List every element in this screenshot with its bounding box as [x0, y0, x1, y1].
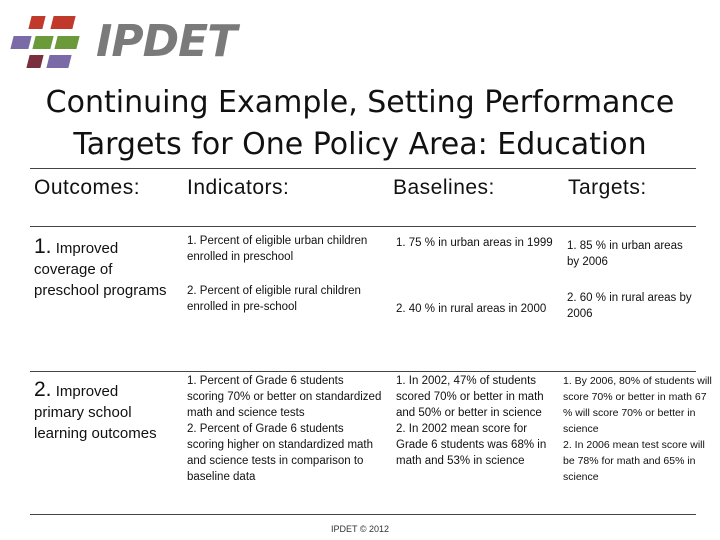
row1-outcome-number: 1. [34, 235, 52, 258]
divider-header [30, 226, 696, 227]
row2-indicators: 1. Percent of Grade 6 students scoring 70% or better on standardized math and science tests 2. Percent of Grade 6 students scoring higher on standardized math and science tests in comparison to baseline data [187, 375, 382, 483]
footer-copyright: IPDET © 2012 [331, 524, 389, 534]
logo-square-red-2 [50, 16, 75, 29]
row2-outcome-text: Improved primary school learning outcomes [34, 383, 157, 442]
title-line-1: Continuing Example, Setting Performance [45, 85, 675, 120]
logo-square-red [28, 16, 45, 29]
row1-baseline-1: 1. 75 % in urban areas in 1999 [396, 237, 553, 249]
logo-square-purple-2 [46, 55, 71, 68]
row2-targets: 1. By 2006, 80% of students will score 70% or better in math 67 % will score 70% or better in science 2. In 2006 mean test score will be 78% for math and 65% in science [563, 375, 712, 483]
row1-indicator-2: 2. Percent of eligible rural children enrolled in pre-school [187, 285, 361, 313]
divider-top [30, 168, 696, 169]
row1-target-1: 1. 85 % in urban areas by 2006 [567, 240, 683, 268]
row2-outcome [34, 379, 162, 444]
header-targets: Targets: [568, 176, 647, 199]
divider-bottom [30, 514, 696, 515]
logo-square-purple [10, 36, 31, 49]
page-title [0, 82, 720, 166]
header-outcomes: Outcomes: [34, 176, 141, 199]
title-line-2: Targets for One Policy Area: Education [73, 127, 647, 162]
row1-baseline-2: 2. 40 % in rural areas in 2000 [396, 303, 547, 315]
row1-outcome-text: Improved coverage of preschool programs [34, 240, 167, 299]
logo-square-maroon [26, 55, 43, 68]
row1-target-2: 2. 60 % in rural areas by 2006 [567, 292, 692, 320]
divider-row-1 [30, 371, 696, 372]
ipdet-logo [12, 12, 237, 74]
header-baselines: Baselines: [393, 176, 495, 199]
row2-baselines: 1. In 2002, 47% of students scored 70% or better in math and 50% or better in science 2. In 2002 mean score for Grade 6 students was 68% in math and 53% in science [396, 375, 547, 467]
logo-text: IPDET [96, 16, 237, 67]
row2-outcome-number: 2. [34, 378, 52, 401]
logo-square-green-2 [54, 36, 79, 49]
row1-indicator-1: 1. Percent of eligible urban children enrolled in preschool [187, 235, 368, 263]
header-indicators: Indicators: [187, 176, 290, 199]
logo-square-green [32, 36, 53, 49]
row1-outcome [34, 236, 174, 301]
